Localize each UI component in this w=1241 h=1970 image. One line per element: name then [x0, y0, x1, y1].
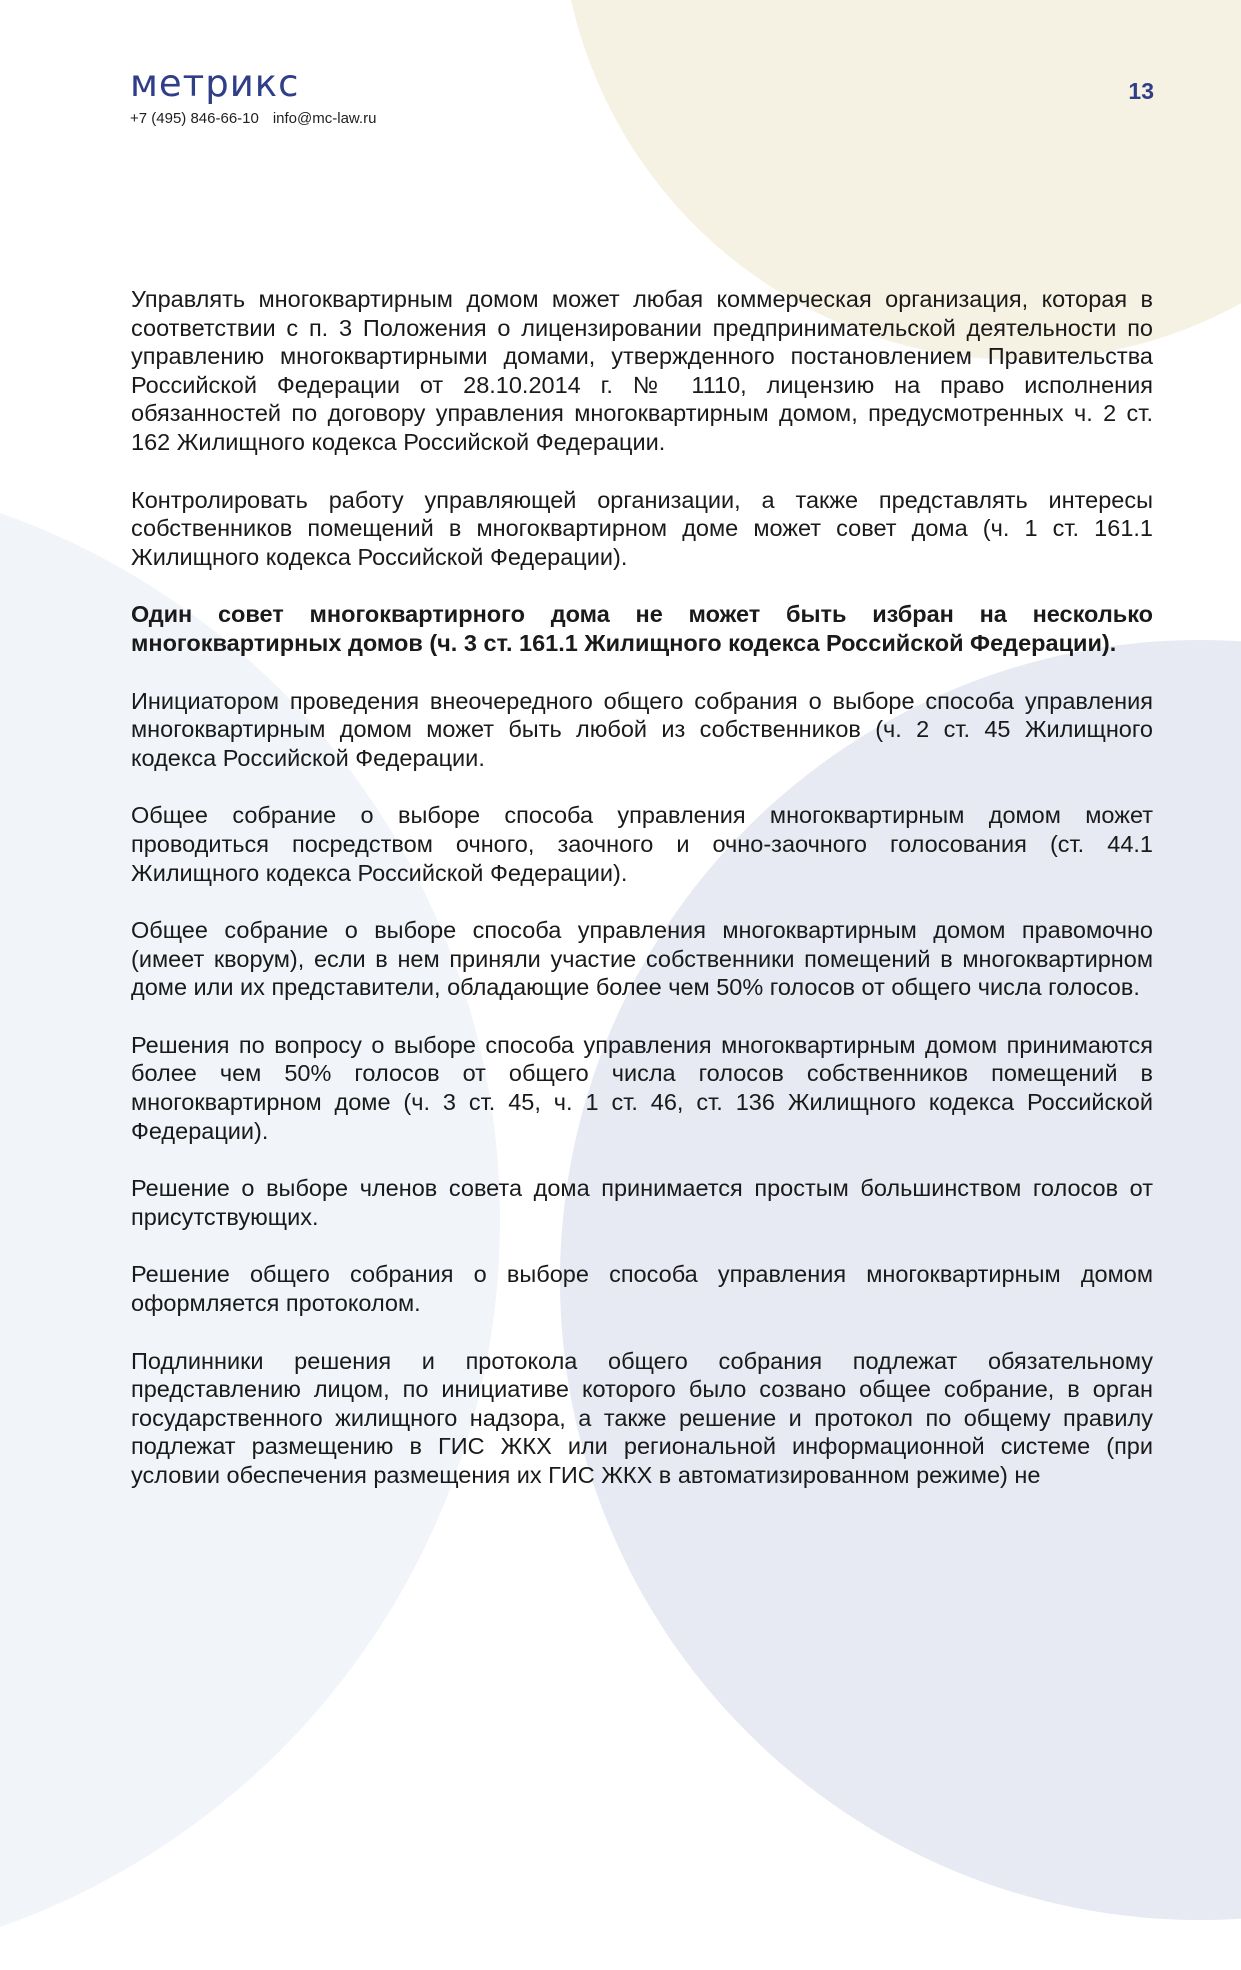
paragraph-emphasis: Один совет многоквартирного дома не может быть избран на несколько многоквартирных домов (ч. 3 ст. 161.1 Жилищного кодекса Российской Федерации). [131, 601, 1153, 656]
paragraph: Общее собрание о выборе способа управления многоквартирным домом правомочно (имеет кворум), если в нем приняли участие собственники помещений в многоквартирном доме или их представители, обладающие более чем 50% голосов от общего числа голосов. [131, 917, 1153, 1001]
paragraph: Решение общего собрания о выборе способа управления многоквартирным домом оформляется протоколом. [131, 1261, 1153, 1317]
paragraph: Общее собрание о выборе способа управления многоквартирным домом может проводиться посредством очного, заочного и очно-заочного голосования (ст. 44.1 Жилищного кодекса Российской Федерации). [131, 802, 1153, 886]
page-number: 13 [1128, 78, 1154, 104]
document-body [131, 285, 1153, 1519]
page-header [130, 64, 376, 127]
paragraph: Инициатором проведения внеочередного общего собрания о выборе способа управления многоквартирным домом может быть любой из собственников (ч. 2 ст. 45 Жилищного кодекса Российской Федерации. [131, 687, 1153, 771]
paragraph: Контролировать работу управляющей организации, а также представлять интересы собственников помещений в многоквартирном доме может совет дома (ч. 1 ст. 161.1 Жилищного кодекса Российской Федерации). [131, 486, 1153, 570]
paragraph: Управлять многоквартирным домом может любая коммерческая организация, которая в соответствии с п. 3 Положения о лицензировании предпринимательской деятельности по управлению многоквартирными домами, утвержденного постановлением Правительства Российской Федерации от 28.10.2014 г. № 1110, лицензию на право исполнения обязанностей по договору управления многоквартирным домом, предусмотренных ч. 2 ст. 162 Жилищного кодекса Российской Федерации. [131, 286, 1153, 455]
phone-number: +7 (495) 846-66-10 [130, 110, 259, 127]
email-address: info@mc-law.ru [272, 110, 377, 127]
paragraph: Решение о выборе членов совета дома принимается простым большинством голосов от присутствующих. [131, 1175, 1153, 1230]
paragraph: Подлинники решения и протокола общего собрания подлежат обязательному представлению лицом, по инициативе которого было созвано общее собрание, в орган государственного жилищного надзора, а также решение и протокол по общему правилу подлежат размещению в ГИС ЖКХ или региональной информационной системе (при условии обеспечения размещения их ГИС ЖКХ в автоматизированном режиме) не [131, 1347, 1153, 1488]
contact-info [130, 110, 376, 127]
paragraph: Решения по вопросу о выборе способа управления многоквартирным домом принимаются более чем 50% голосов от общего числа голосов собственников помещений в многоквартирном доме (ч. 3 ст. 45, ч. 1 ст. 46, ст. 136 Жилищного кодекса Российской Федерации). [131, 1031, 1153, 1144]
company-logo: метрикс [130, 62, 300, 105]
